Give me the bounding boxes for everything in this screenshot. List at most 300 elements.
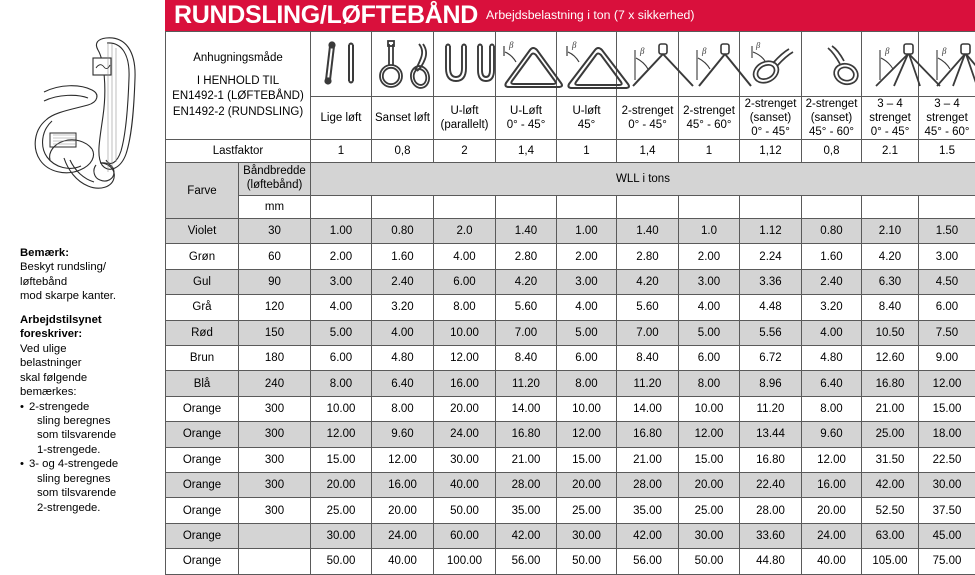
wll-value-c4: 8.00 <box>557 371 617 396</box>
column-label-10: 3 – 4 strenget 45° - 60° <box>919 97 975 140</box>
note-heading-arbejdstilsynet-line2: foreskriver: <box>20 327 165 341</box>
row-farve: Orange <box>166 472 239 497</box>
lastfaktor-value-0: 1 <box>311 140 372 163</box>
bullet2-line1: 3- og 4-strengede <box>29 458 118 470</box>
column-label-5: 2-strenget 0° - 45° <box>617 97 679 140</box>
wll-value-c7: 44.80 <box>740 549 802 574</box>
wll-value-c0: 6.00 <box>311 346 372 371</box>
row-baandbredde: 60 <box>239 244 311 269</box>
wll-value-c6: 12.00 <box>679 422 740 447</box>
wll-value-c7: 2.24 <box>740 244 802 269</box>
wll-value-c9: 25.00 <box>862 422 919 447</box>
table-row <box>166 549 975 574</box>
wll-value-c3: 14.00 <box>496 396 557 421</box>
svg-text:β: β <box>571 40 577 50</box>
wll-value-c1: 0.80 <box>372 219 434 244</box>
wll-value-c10: 3.00 <box>919 244 975 269</box>
wll-value-c8: 3.20 <box>802 295 862 320</box>
column-label-7: 2-strenget (sanset) 0° - 45° <box>740 97 802 140</box>
note-body2-line4: bemærkes: <box>20 385 165 399</box>
wll-value-c6: 3.00 <box>679 269 740 294</box>
wll-value-c6: 50.00 <box>679 549 740 574</box>
wll-value-c0: 4.00 <box>311 295 372 320</box>
unit-blank-9 <box>862 196 919 219</box>
row-baandbredde: 300 <box>239 396 311 421</box>
wll-value-c4: 4.00 <box>557 295 617 320</box>
lastfaktor-value-10: 1.5 <box>919 140 975 163</box>
wll-value-c10: 75.00 <box>919 549 975 574</box>
bullet1-line3: som tilsvarende <box>29 428 165 442</box>
two-leg-choked-60-icon <box>802 36 861 92</box>
wll-value-c7: 28.00 <box>740 498 802 523</box>
bullet1-line2: sling beregnes <box>29 414 165 428</box>
row-baandbredde <box>239 523 311 548</box>
wll-value-c3: 56.00 <box>496 549 557 574</box>
unit-blank-1 <box>372 196 434 219</box>
lastfaktor-row <box>166 140 975 163</box>
wll-value-c6: 10.00 <box>679 396 740 421</box>
wll-value-c5: 11.20 <box>617 371 679 396</box>
wll-value-c10: 30.00 <box>919 472 975 497</box>
unit-blank-8 <box>802 196 862 219</box>
wll-value-c1: 8.00 <box>372 396 434 421</box>
wll-value-c7: 4.48 <box>740 295 802 320</box>
wll-value-c6: 8.00 <box>679 371 740 396</box>
wll-value-c5: 8.40 <box>617 346 679 371</box>
wll-value-c1: 4.00 <box>372 320 434 345</box>
wll-value-c2: 6.00 <box>434 269 496 294</box>
row-farve: Orange <box>166 549 239 574</box>
wll-value-c1: 24.00 <box>372 523 434 548</box>
method-header-cell <box>166 32 311 140</box>
wll-value-c6: 6.00 <box>679 346 740 371</box>
column-pictogram-2 <box>434 32 496 97</box>
unit-blank-10 <box>919 196 975 219</box>
wll-value-c9: 31.50 <box>862 447 919 472</box>
wll-value-c0: 3.00 <box>311 269 372 294</box>
wll-value-c6: 4.00 <box>679 295 740 320</box>
note-heading-arbejdstilsynet-line1: Arbejdstilsynet <box>20 313 165 327</box>
wll-value-c1: 16.00 <box>372 472 434 497</box>
column-pictogram-10 <box>919 32 975 97</box>
lastfaktor-value-2: 2 <box>434 140 496 163</box>
wll-value-c0: 25.00 <box>311 498 372 523</box>
column-pictogram-4 <box>557 32 617 97</box>
table-area <box>165 0 975 537</box>
wll-value-c4: 25.00 <box>557 498 617 523</box>
lastfaktor-label: Lastfaktor <box>166 140 311 163</box>
note-body1-line3: mod skarpe kanter. <box>20 289 165 303</box>
note-heading-bemaerk: Bemærk: <box>20 246 165 260</box>
note-body2-line1: Ved ulige <box>20 342 165 356</box>
choked-sling-icon <box>372 36 433 92</box>
wll-value-c3: 8.40 <box>496 346 557 371</box>
wll-value-c6: 2.00 <box>679 244 740 269</box>
wll-value-c3: 35.00 <box>496 498 557 523</box>
straight-sling-icon <box>311 36 371 92</box>
wll-value-c7: 16.80 <box>740 447 802 472</box>
wll-value-c0: 15.00 <box>311 447 372 472</box>
row-baandbredde: 180 <box>239 346 311 371</box>
wll-value-c10: 6.00 <box>919 295 975 320</box>
section-header-row <box>166 163 975 196</box>
method-header-line4: EN1492-2 (RUNDSLING) <box>166 105 310 121</box>
svg-text:β: β <box>884 46 890 56</box>
wll-value-c1: 40.00 <box>372 549 434 574</box>
method-header-line3: EN1492-1 (LØFTEBÅND) <box>166 89 310 105</box>
wll-value-c10: 37.50 <box>919 498 975 523</box>
row-baandbredde: 150 <box>239 320 311 345</box>
row-baandbredde: 30 <box>239 219 311 244</box>
wll-value-c9: 12.60 <box>862 346 919 371</box>
page-title: RUNDSLING/LØFTEBÅND <box>174 3 478 28</box>
table-row <box>166 269 975 294</box>
wll-value-c1: 9.60 <box>372 422 434 447</box>
column-label-9: 3 – 4 strenget 0° - 45° <box>862 97 919 140</box>
wll-value-c2: 40.00 <box>434 472 496 497</box>
row-farve: Orange <box>166 396 239 421</box>
wll-value-c1: 6.40 <box>372 371 434 396</box>
row-baandbredde: 300 <box>239 472 311 497</box>
wll-value-c1: 3.20 <box>372 295 434 320</box>
pictogram-row <box>166 32 975 97</box>
wll-value-c9: 6.30 <box>862 269 919 294</box>
unit-blank-7 <box>740 196 802 219</box>
wll-value-c10: 1.50 <box>919 219 975 244</box>
wll-value-c2: 10.00 <box>434 320 496 345</box>
wll-value-c8: 12.00 <box>802 447 862 472</box>
baandbredde-header <box>239 163 311 196</box>
two-leg-60-icon <box>679 36 739 92</box>
wll-value-c3: 5.60 <box>496 295 557 320</box>
column-pictogram-1 <box>372 32 434 97</box>
table-row <box>166 472 975 497</box>
column-pictogram-6 <box>679 32 740 97</box>
column-pictogram-0 <box>311 32 372 97</box>
roundsling-illustration <box>8 8 158 223</box>
wll-value-c6: 25.00 <box>679 498 740 523</box>
wll-value-c2: 2.0 <box>434 219 496 244</box>
row-farve: Rød <box>166 320 239 345</box>
wll-value-c3: 1.40 <box>496 219 557 244</box>
wll-value-c9: 105.00 <box>862 549 919 574</box>
unit-blank-5 <box>617 196 679 219</box>
wll-value-c7: 22.40 <box>740 472 802 497</box>
row-farve: Orange <box>166 447 239 472</box>
row-baandbredde: 240 <box>239 371 311 396</box>
row-baandbredde: 300 <box>239 498 311 523</box>
row-farve: Blå <box>166 371 239 396</box>
column-label-1: Sanset løft <box>372 97 434 140</box>
note-body1-line2: løftebånd <box>20 275 165 289</box>
wll-value-c7: 6.72 <box>740 346 802 371</box>
wll-value-c8: 16.00 <box>802 472 862 497</box>
wll-value-c0: 5.00 <box>311 320 372 345</box>
wll-value-c9: 63.00 <box>862 523 919 548</box>
svg-text:β: β <box>755 40 761 50</box>
wll-value-c8: 40.00 <box>802 549 862 574</box>
wll-value-c3: 2.80 <box>496 244 557 269</box>
wll-value-c5: 42.00 <box>617 523 679 548</box>
lastfaktor-value-7: 1,12 <box>740 140 802 163</box>
column-label-8: 2-strenget (sanset) 45° - 60° <box>802 97 862 140</box>
table-row <box>166 396 975 421</box>
column-label-2: U-løft (parallelt) <box>434 97 496 140</box>
wll-value-c8: 0.80 <box>802 219 862 244</box>
wll-value-c0: 10.00 <box>311 396 372 421</box>
unit-mm: mm <box>239 196 311 219</box>
wll-value-c9: 4.20 <box>862 244 919 269</box>
page-subtitle: Arbejdsbelastning i ton (7 x sikkerhed) <box>486 8 694 23</box>
wll-value-c2: 16.00 <box>434 371 496 396</box>
wll-value-c8: 4.80 <box>802 346 862 371</box>
unit-blank-3 <box>496 196 557 219</box>
title-bar <box>165 0 975 31</box>
column-pictogram-3 <box>496 32 557 97</box>
wll-value-c2: 8.00 <box>434 295 496 320</box>
column-label-6: 2-strenget 45° - 60° <box>679 97 740 140</box>
wll-value-c5: 35.00 <box>617 498 679 523</box>
table-row <box>166 422 975 447</box>
wll-value-c5: 7.00 <box>617 320 679 345</box>
note-body2-line3: skal følgende <box>20 371 165 385</box>
wll-value-c3: 7.00 <box>496 320 557 345</box>
svg-text:β: β <box>639 46 645 56</box>
wll-value-c6: 15.00 <box>679 447 740 472</box>
row-baandbredde: 300 <box>239 447 311 472</box>
column-pictogram-8 <box>802 32 862 97</box>
wll-value-c0: 12.00 <box>311 422 372 447</box>
wll-value-c0: 50.00 <box>311 549 372 574</box>
lastfaktor-value-8: 0,8 <box>802 140 862 163</box>
wll-value-c5: 21.00 <box>617 447 679 472</box>
row-farve: Gul <box>166 269 239 294</box>
column-pictogram-9 <box>862 32 919 97</box>
wll-value-c6: 5.00 <box>679 320 740 345</box>
wll-value-c8: 24.00 <box>802 523 862 548</box>
wll-value-c1: 1.60 <box>372 244 434 269</box>
lastfaktor-value-5: 1,4 <box>617 140 679 163</box>
wll-value-c8: 2.40 <box>802 269 862 294</box>
wll-value-c8: 8.00 <box>802 396 862 421</box>
two-leg-angle-icon <box>617 36 678 92</box>
table-row <box>166 371 975 396</box>
wll-value-c5: 14.00 <box>617 396 679 421</box>
left-panel <box>0 0 165 537</box>
wll-value-c8: 9.60 <box>802 422 862 447</box>
method-header-line2: I HENHOLD TIL <box>166 74 310 90</box>
wll-value-c6: 30.00 <box>679 523 740 548</box>
unit-blank-6 <box>679 196 740 219</box>
svg-text:β: β <box>941 46 947 56</box>
bullet-glyph: • <box>20 400 24 414</box>
bullet1-line4: 1-strengede. <box>29 443 165 457</box>
wll-value-c5: 5.60 <box>617 295 679 320</box>
row-farve: Violet <box>166 219 239 244</box>
baandbredde-line1: Båndbredde <box>239 165 310 179</box>
wll-value-c9: 16.80 <box>862 371 919 396</box>
wll-value-c10: 18.00 <box>919 422 975 447</box>
row-farve: Grøn <box>166 244 239 269</box>
u-lift-angle-icon <box>496 36 556 92</box>
wll-value-c1: 4.80 <box>372 346 434 371</box>
wll-value-c10: 7.50 <box>919 320 975 345</box>
wll-value-c4: 30.00 <box>557 523 617 548</box>
bullet2-line3: som tilsvarende <box>29 486 165 500</box>
baandbredde-line2: (løftebånd) <box>239 179 310 193</box>
lastfaktor-value-4: 1 <box>557 140 617 163</box>
wll-value-c1: 20.00 <box>372 498 434 523</box>
wll-value-c5: 56.00 <box>617 549 679 574</box>
wll-value-c5: 16.80 <box>617 422 679 447</box>
wll-value-c4: 1.00 <box>557 219 617 244</box>
wll-value-c2: 12.00 <box>434 346 496 371</box>
unit-blank-0 <box>311 196 372 219</box>
wll-table <box>165 31 975 575</box>
wll-value-c8: 1.60 <box>802 244 862 269</box>
wll-value-c0: 30.00 <box>311 523 372 548</box>
wll-value-c10: 4.50 <box>919 269 975 294</box>
method-header-line1: Anhugningsmåde <box>166 51 310 67</box>
column-label-4: U-løft 45° <box>557 97 617 140</box>
table-row <box>166 447 975 472</box>
wll-value-c10: 12.00 <box>919 371 975 396</box>
table-row <box>166 498 975 523</box>
wll-value-c8: 6.40 <box>802 371 862 396</box>
four-leg-angle-icon <box>862 36 918 92</box>
wll-value-c8: 4.00 <box>802 320 862 345</box>
table-row <box>166 523 975 548</box>
wll-value-c10: 22.50 <box>919 447 975 472</box>
wll-value-c3: 42.00 <box>496 523 557 548</box>
note-body2-line2: belastninger <box>20 356 165 370</box>
wll-value-c4: 5.00 <box>557 320 617 345</box>
wll-value-c3: 28.00 <box>496 472 557 497</box>
wll-value-c10: 45.00 <box>919 523 975 548</box>
row-baandbredde: 300 <box>239 422 311 447</box>
wll-value-c2: 50.00 <box>434 498 496 523</box>
table-row <box>166 244 975 269</box>
wll-value-c3: 16.80 <box>496 422 557 447</box>
wll-value-c9: 21.00 <box>862 396 919 421</box>
wll-value-c4: 50.00 <box>557 549 617 574</box>
table-row <box>166 295 975 320</box>
row-farve: Grå <box>166 295 239 320</box>
table-row <box>166 346 975 371</box>
wll-value-c2: 30.00 <box>434 447 496 472</box>
wll-value-c4: 15.00 <box>557 447 617 472</box>
wll-value-c2: 4.00 <box>434 244 496 269</box>
row-farve: Orange <box>166 422 239 447</box>
note-body1-line1: Beskyt rundsling/ <box>20 260 165 274</box>
wll-value-c0: 20.00 <box>311 472 372 497</box>
bullet2-line2: sling beregnes <box>29 472 165 486</box>
bullet2-line4: 2-strengede. <box>29 501 165 515</box>
wll-value-c5: 2.80 <box>617 244 679 269</box>
wll-value-c9: 2.10 <box>862 219 919 244</box>
lastfaktor-value-9: 2.1 <box>862 140 919 163</box>
wll-header: WLL i tons <box>311 163 975 196</box>
wll-value-c7: 11.20 <box>740 396 802 421</box>
u-lift-icon <box>434 36 495 92</box>
u-lift-45-icon <box>557 36 616 92</box>
unit-blank-2 <box>434 196 496 219</box>
wll-value-c4: 2.00 <box>557 244 617 269</box>
wll-value-c4: 6.00 <box>557 346 617 371</box>
wll-value-c0: 2.00 <box>311 244 372 269</box>
wll-value-c7: 5.56 <box>740 320 802 345</box>
unit-blank-4 <box>557 196 617 219</box>
bullet1-line1: 2-strengede <box>29 401 89 413</box>
wll-value-c7: 8.96 <box>740 371 802 396</box>
wll-value-c4: 20.00 <box>557 472 617 497</box>
notes-block <box>20 246 165 515</box>
note-bullet-2 <box>20 457 165 515</box>
wll-value-c5: 4.20 <box>617 269 679 294</box>
wll-value-c6: 1.0 <box>679 219 740 244</box>
farve-header: Farve <box>166 163 239 219</box>
row-baandbredde: 120 <box>239 295 311 320</box>
lastfaktor-value-1: 0,8 <box>372 140 434 163</box>
wll-value-c9: 8.40 <box>862 295 919 320</box>
wll-value-c2: 60.00 <box>434 523 496 548</box>
wll-value-c3: 4.20 <box>496 269 557 294</box>
lastfaktor-value-6: 1 <box>679 140 740 163</box>
wll-value-c3: 11.20 <box>496 371 557 396</box>
wll-value-c5: 1.40 <box>617 219 679 244</box>
wll-value-c6: 20.00 <box>679 472 740 497</box>
table-row <box>166 219 975 244</box>
column-label-3: U-Løft 0° - 45° <box>496 97 557 140</box>
table-row <box>166 320 975 345</box>
column-pictogram-7 <box>740 32 802 97</box>
wll-value-c2: 20.00 <box>434 396 496 421</box>
row-farve: Orange <box>166 523 239 548</box>
svg-text:β: β <box>701 46 707 56</box>
wll-value-c4: 12.00 <box>557 422 617 447</box>
wll-value-c10: 15.00 <box>919 396 975 421</box>
row-baandbredde: 90 <box>239 269 311 294</box>
row-farve: Orange <box>166 498 239 523</box>
wll-value-c9: 42.00 <box>862 472 919 497</box>
wll-value-c1: 12.00 <box>372 447 434 472</box>
lastfaktor-value-3: 1,4 <box>496 140 557 163</box>
wll-value-c9: 10.50 <box>862 320 919 345</box>
wll-value-c8: 20.00 <box>802 498 862 523</box>
svg-text:β: β <box>508 40 514 50</box>
note-bullet-1 <box>20 400 165 458</box>
wll-value-c7: 13.44 <box>740 422 802 447</box>
wll-value-c7: 1.12 <box>740 219 802 244</box>
wll-value-c10: 9.00 <box>919 346 975 371</box>
wll-value-c3: 21.00 <box>496 447 557 472</box>
row-baandbredde <box>239 549 311 574</box>
wll-value-c0: 8.00 <box>311 371 372 396</box>
column-label-0: Lige løft <box>311 97 372 140</box>
wll-value-c4: 10.00 <box>557 396 617 421</box>
bullet-glyph: • <box>20 457 24 471</box>
wll-value-c1: 2.40 <box>372 269 434 294</box>
column-pictogram-5 <box>617 32 679 97</box>
four-leg-60-icon <box>919 36 975 92</box>
wll-value-c4: 3.00 <box>557 269 617 294</box>
wll-value-c0: 1.00 <box>311 219 372 244</box>
wll-value-c2: 24.00 <box>434 422 496 447</box>
wll-value-c7: 33.60 <box>740 523 802 548</box>
wll-value-c5: 28.00 <box>617 472 679 497</box>
wll-value-c9: 52.50 <box>862 498 919 523</box>
wll-value-c2: 100.00 <box>434 549 496 574</box>
